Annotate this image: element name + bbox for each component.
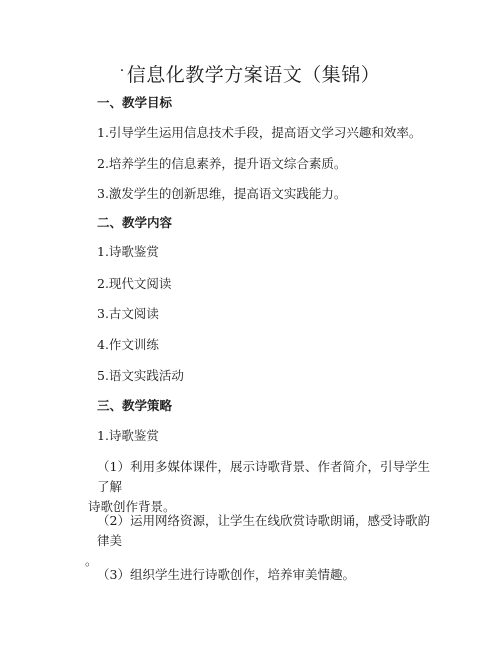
title-text: 信息化教学方案语文（集锦）: [126, 64, 381, 86]
strategy-item-1: 1.诗歌鉴赏: [97, 428, 159, 443]
paragraph-line: （2）运用网络资源，让学生在线欣赏诗歌朗诵，感受诗歌韵律美: [97, 513, 430, 548]
document-title: [0, 58, 500, 88]
title-dot: ·: [119, 63, 125, 79]
strategy-paragraph-2: [85, 511, 437, 571]
section-heading-objectives: 一、教学目标: [97, 95, 173, 110]
paragraph-line: 诗歌创作背景。: [88, 499, 176, 514]
content-item-2: 2.现代文阅读: [97, 276, 172, 291]
objective-item-1: 1.引导学生运用信息技术手段，提高语文学习兴趣和效率。: [97, 125, 422, 140]
objective-item-3: 3.激发学生的创新思维，提高语文实践能力。: [97, 186, 347, 201]
content-item-1: 1.诗歌鉴赏: [97, 244, 159, 259]
content-item-3: 3.古文阅读: [97, 306, 159, 321]
paragraph-line: 。: [85, 553, 98, 568]
strategy-paragraph-3: [97, 565, 437, 585]
strategy-paragraph-1: [88, 457, 437, 517]
content-item-4: 4.作文训练: [97, 337, 159, 352]
content-item-5: 5.语文实践活动: [97, 368, 184, 383]
objective-item-2: 2.培养学生的信息素养，提升语文综合素质。: [97, 156, 347, 171]
section-heading-content: 二、教学内容: [97, 215, 173, 230]
paragraph-line: （3）组织学生进行诗歌创作，培养审美情趣。: [97, 567, 355, 582]
paragraph-line: （1）利用多媒体课件，展示诗歌背景、作者简介，引导学生了解: [97, 459, 430, 494]
section-heading-strategy: 三、教学策略: [97, 398, 173, 413]
